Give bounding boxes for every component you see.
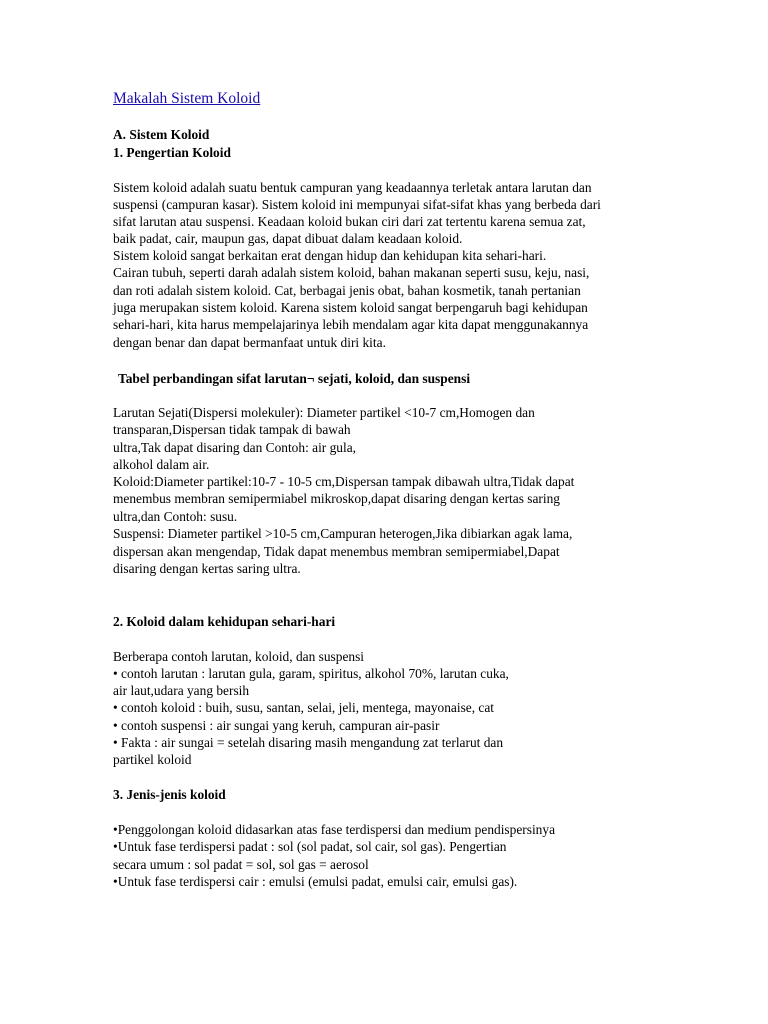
paragraph-line: Berberapa contoh larutan, koloid, dan suspensi: [113, 649, 365, 664]
heading-jenis-koloid: 3. Jenis-jenis koloid: [113, 787, 226, 802]
paragraph-line: Larutan Sejati(Dispersi molekuler): Diameter partikel <10-7 cm,Homogen dan: [113, 405, 535, 420]
paragraph-line: baik padat, cair, maupun gas, dapat dibuat dalam keadaan koloid.: [113, 231, 463, 246]
heading-tabel-perbandingan: Tabel perbandingan sifat larutan¬ sejati, koloid, dan suspensi: [118, 371, 471, 386]
list-item: • contoh suspensi : air sungai yang keruh, campuran air-pasir: [113, 718, 440, 733]
list-item: • Fakta : air sungai = setelah disaring masih mengandung zat terlarut dan: [113, 735, 504, 750]
page-title-link[interactable]: Makalah Sistem Koloid: [113, 90, 261, 107]
paragraph-line: Suspensi: Diameter partikel >10-5 cm,Campuran heterogen,Jika dibiarkan agak lama,: [113, 526, 573, 541]
paragraph-line: menembus membran semipermiabel mikroskop,dapat disaring dengan kertas saring: [113, 491, 560, 506]
paragraph-line: sifat larutan atau suspensi. Keadaan koloid bukan ciri dari zat tertentu karena semua zat,: [113, 214, 586, 229]
list-item: •Untuk fase terdispersi cair : emulsi (emulsi padat, emulsi cair, emulsi gas).: [113, 874, 518, 889]
list-item: •Penggolongan koloid didasarkan atas fase terdispersi dan medium pendispersinya: [113, 822, 556, 837]
paragraph-line: Koloid:Diameter partikel:10-7 - 10-5 cm,Dispersan tampak dibawah ultra,Tidak dapat: [113, 474, 575, 489]
paragraph-line: disaring dengan kertas saring ultra.: [113, 561, 301, 576]
paragraph-line: Sistem koloid sangat berkaitan erat dengan hidup dan kehidupan kita sehari-hari.: [113, 248, 547, 263]
list-item: •Untuk fase terdispersi padat : sol (sol padat, sol cair, sol gas). Pengertian: [113, 839, 507, 854]
paragraph-line: dengan benar dan dapat bermanfaat untuk diri kita.: [113, 335, 386, 350]
paragraph-line: ultra,dan Contoh: susu.: [113, 509, 238, 524]
paragraph-line: dan roti adalah sistem koloid. Cat, berbagai jenis obat, bahan kosmetik, tanah pertanian: [113, 283, 581, 298]
paragraph-line: Cairan tubuh, seperti darah adalah sistem koloid, bahan makanan seperti susu, keju, nasi,: [113, 265, 590, 280]
paragraph-line: air laut,udara yang bersih: [113, 683, 250, 698]
heading-sistem-koloid: A. Sistem Koloid: [113, 127, 210, 142]
heading-koloid-kehidupan: 2. Koloid dalam kehidupan sehari-hari: [113, 614, 336, 629]
paragraph-line: partikel koloid: [113, 752, 192, 767]
paragraph-line: ultra,Tak dapat disaring dan Contoh: air gula,: [113, 440, 357, 455]
paragraph-line: dispersan akan mengendap, Tidak dapat menembus membran semipermiabel,Dapat: [113, 544, 560, 559]
paragraph-line: alkohol dalam air.: [113, 457, 210, 472]
paragraph-line: Sistem koloid adalah suatu bentuk campuran yang keadaannya terletak antara larutan dan: [113, 180, 592, 195]
paragraph-line: sehari-hari, kita harus mempelajarinya lebih mendalam agar kita dapat menggunakannya: [113, 317, 589, 332]
paragraph-line: suspensi (campuran kasar). Sistem koloid ini mempunyai sifat-sifat khas yang berbeda dari: [113, 197, 601, 212]
heading-pengertian-koloid: 1. Pengertian Koloid: [113, 145, 231, 160]
paragraph-line: transparan,Dispersan tidak tampak di bawah: [113, 422, 351, 437]
list-item: • contoh larutan : larutan gula, garam, spiritus, alkohol 70%, larutan cuka,: [113, 666, 509, 681]
paragraph-line: juga merupakan sistem koloid. Karena sistem koloid sangat berpengaruh bagi kehidupan: [113, 300, 588, 315]
list-item: • contoh koloid : buih, susu, santan, selai, jeli, mentega, mayonaise, cat: [113, 700, 495, 715]
paragraph-line: secara umum : sol padat = sol, sol gas = aerosol: [113, 857, 369, 872]
